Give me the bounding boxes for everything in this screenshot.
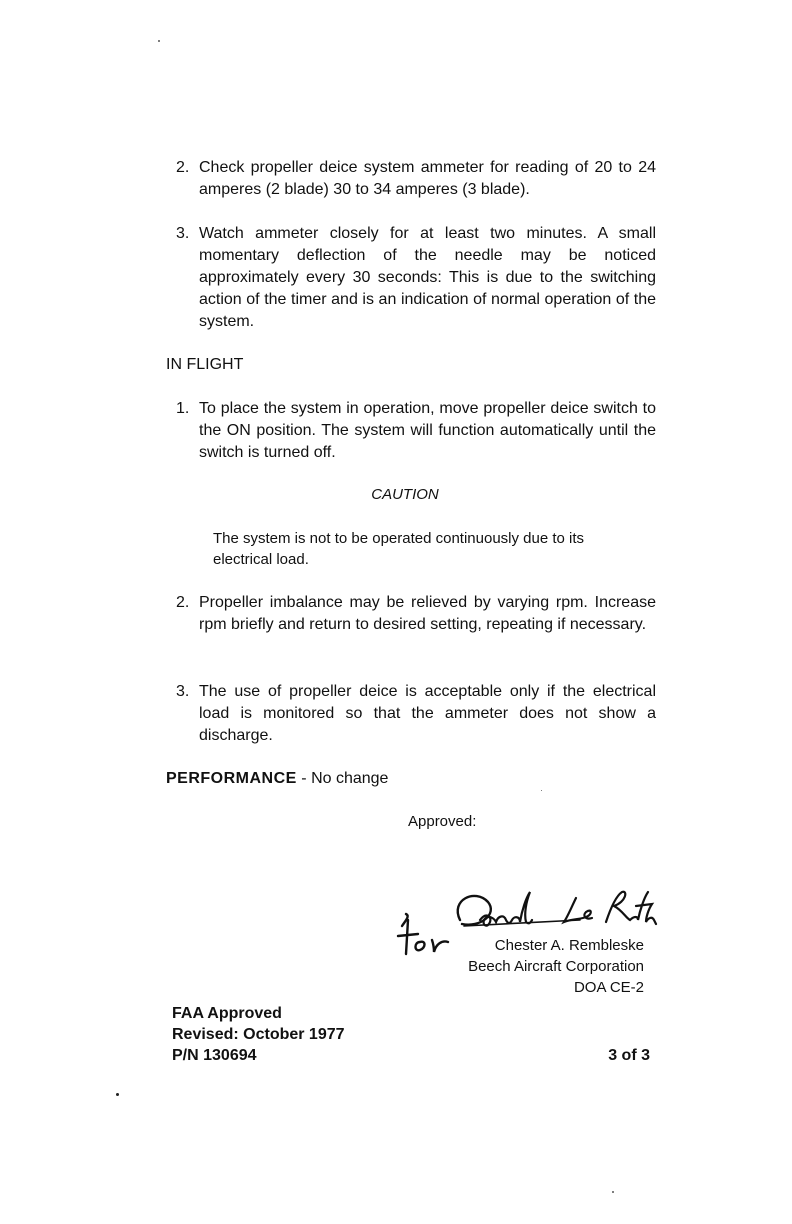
step-number: 2. xyxy=(176,159,190,176)
step-number: 2. xyxy=(176,594,190,611)
performance-label: PERFORMANCE xyxy=(166,770,297,787)
scan-speck xyxy=(158,40,160,42)
in-flight-step-3 xyxy=(176,681,656,747)
step-text: Watch ammeter closely for at least two minutes. A small momentary deflection of the needle may be noticed approximately every 30 seconds: This is due to the switching action of the timer and is an indication of normal operation of the system. xyxy=(199,225,656,330)
part-number: P/N 130694 xyxy=(172,1047,257,1064)
step-number: 3. xyxy=(176,225,190,242)
signatory-name: Chester A. Rembleske xyxy=(494,937,644,954)
approved-label: Approved: xyxy=(408,813,477,830)
caution-text: The system is not to be operated continuously due to its electrical load. xyxy=(213,530,585,568)
signature-stroke-d xyxy=(458,896,491,925)
performance-separator: - xyxy=(296,770,312,787)
performance-value: No change xyxy=(311,770,389,787)
in-flight-step-2 xyxy=(176,592,656,636)
signature-stroke-roth xyxy=(606,892,656,924)
page-number: 3 of 3 xyxy=(608,1047,650,1064)
scan-speck xyxy=(612,1191,614,1193)
signatory-doa: DOA CE-2 xyxy=(573,979,644,996)
in-flight-heading: IN FLIGHT xyxy=(166,356,244,373)
step-text: To place the system in operation, move propeller deice switch to the ON position. The system will function automatically until the switch is turned off. xyxy=(199,400,656,461)
signature-stroke-onald xyxy=(480,892,532,926)
step-2-check-ammeter xyxy=(176,157,656,201)
caution-title: CAUTION xyxy=(371,486,439,503)
revision-date: Revised: October 1977 xyxy=(172,1026,345,1043)
signature-stroke-le xyxy=(564,898,592,922)
in-flight-step-1 xyxy=(176,398,656,464)
signatory-block xyxy=(380,935,644,998)
step-text: Propeller imbalance may be relieved by varying rpm. Increase rpm briefly and return to desired setting, repeating if necessary. xyxy=(199,594,656,633)
step-3-watch-ammeter xyxy=(176,223,656,333)
performance-line xyxy=(166,768,388,790)
step-number: 1. xyxy=(176,400,190,417)
signatory-company: Beech Aircraft Corporation xyxy=(468,958,644,975)
faa-approved: FAA Approved xyxy=(172,1005,282,1022)
step-text: The use of propeller deice is acceptable only if the electrical load is monitored so that the ammeter does not show a discharge. xyxy=(199,683,656,744)
step-number: 3. xyxy=(176,683,190,700)
scan-speck xyxy=(116,1093,119,1096)
footer-info xyxy=(172,1003,345,1066)
scan-speck xyxy=(541,790,542,791)
step-text: Check propeller deice system ammeter for reading of 20 to 24 amperes (2 blade) 30 to 34 amperes (3 blade). xyxy=(199,159,656,198)
